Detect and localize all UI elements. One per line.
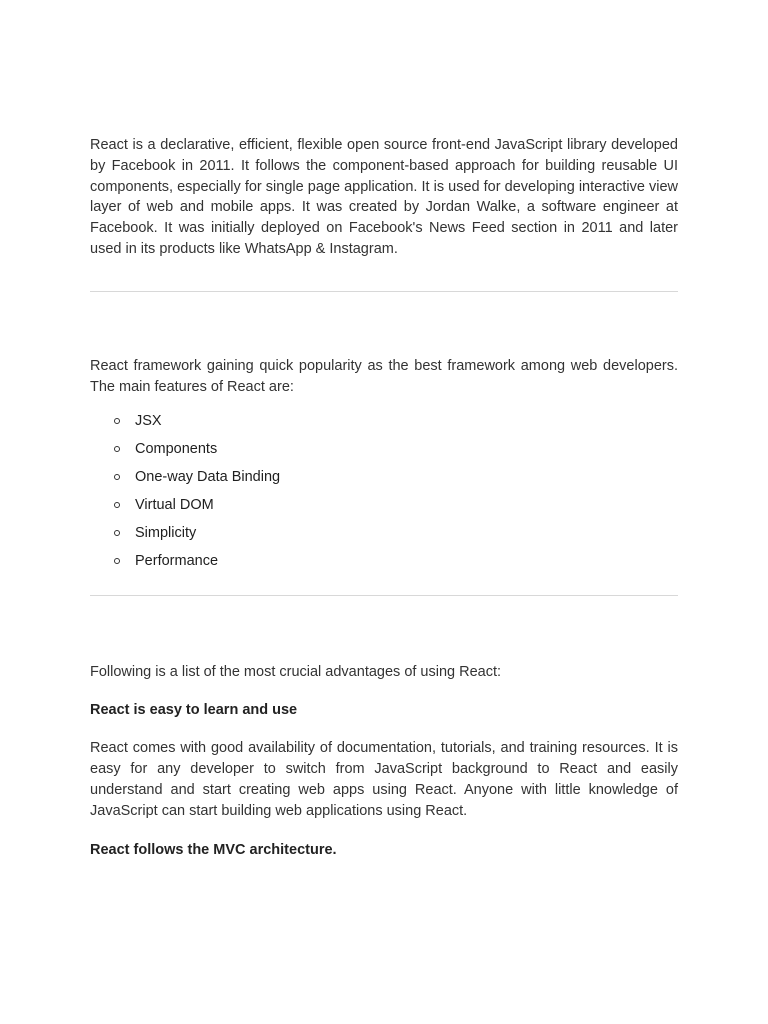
- list-item-label: JSX: [135, 412, 162, 429]
- easy-to-learn-heading: React is easy to learn and use: [90, 702, 298, 719]
- section-divider: [90, 595, 678, 596]
- list-item: [114, 523, 678, 551]
- circle-bullet-icon: [114, 530, 120, 536]
- circle-bullet-icon: [114, 446, 120, 452]
- intro-paragraph: React is a declarative, efficient, flexible open source front-end JavaScript library developed by Facebook in 2011. It follows the component-based approach for building reusable UI components, especially for single page application. It is used for developing interactive view layer of web and mobile apps. It was created by Jordan Walke, a software engineer at Facebook. It was initially deployed on Facebook's News Feed section in 2011 and later used in its products like WhatsApp & Instagram.: [90, 137, 678, 257]
- list-item-label: Performance: [135, 552, 219, 569]
- circle-bullet-icon: [114, 418, 120, 424]
- list-item: [114, 439, 678, 467]
- list-item: [114, 411, 678, 439]
- advantages-intro-paragraph: Following is a list of the most crucial advantages of using React:: [90, 663, 502, 680]
- list-item-label: One-way Data Binding: [135, 468, 281, 485]
- list-item: [114, 495, 678, 523]
- circle-bullet-icon: [114, 474, 120, 480]
- list-item-label: Components: [135, 440, 218, 457]
- section-divider: [90, 291, 678, 292]
- list-item: [114, 551, 678, 579]
- article-body: [90, 135, 678, 860]
- circle-bullet-icon: [114, 502, 120, 508]
- list-item-label: Virtual DOM: [135, 496, 214, 513]
- easy-to-learn-paragraph: React comes with good availability of documentation, tutorials, and training resources. It is easy for any developer to switch from JavaScript background to React and easily understand and start creating web apps using React. Anyone with little knowledge of JavaScript can start building web applications using React.: [90, 740, 678, 819]
- circle-bullet-icon: [114, 558, 120, 564]
- features-intro-paragraph: React framework gaining quick popularity as the best framework among web developers. The main features of React are:: [90, 358, 678, 395]
- list-item-label: Simplicity: [135, 524, 197, 541]
- mvc-heading: React follows the MVC architecture.: [90, 841, 337, 858]
- features-list: [90, 411, 678, 579]
- list-item: [114, 467, 678, 495]
